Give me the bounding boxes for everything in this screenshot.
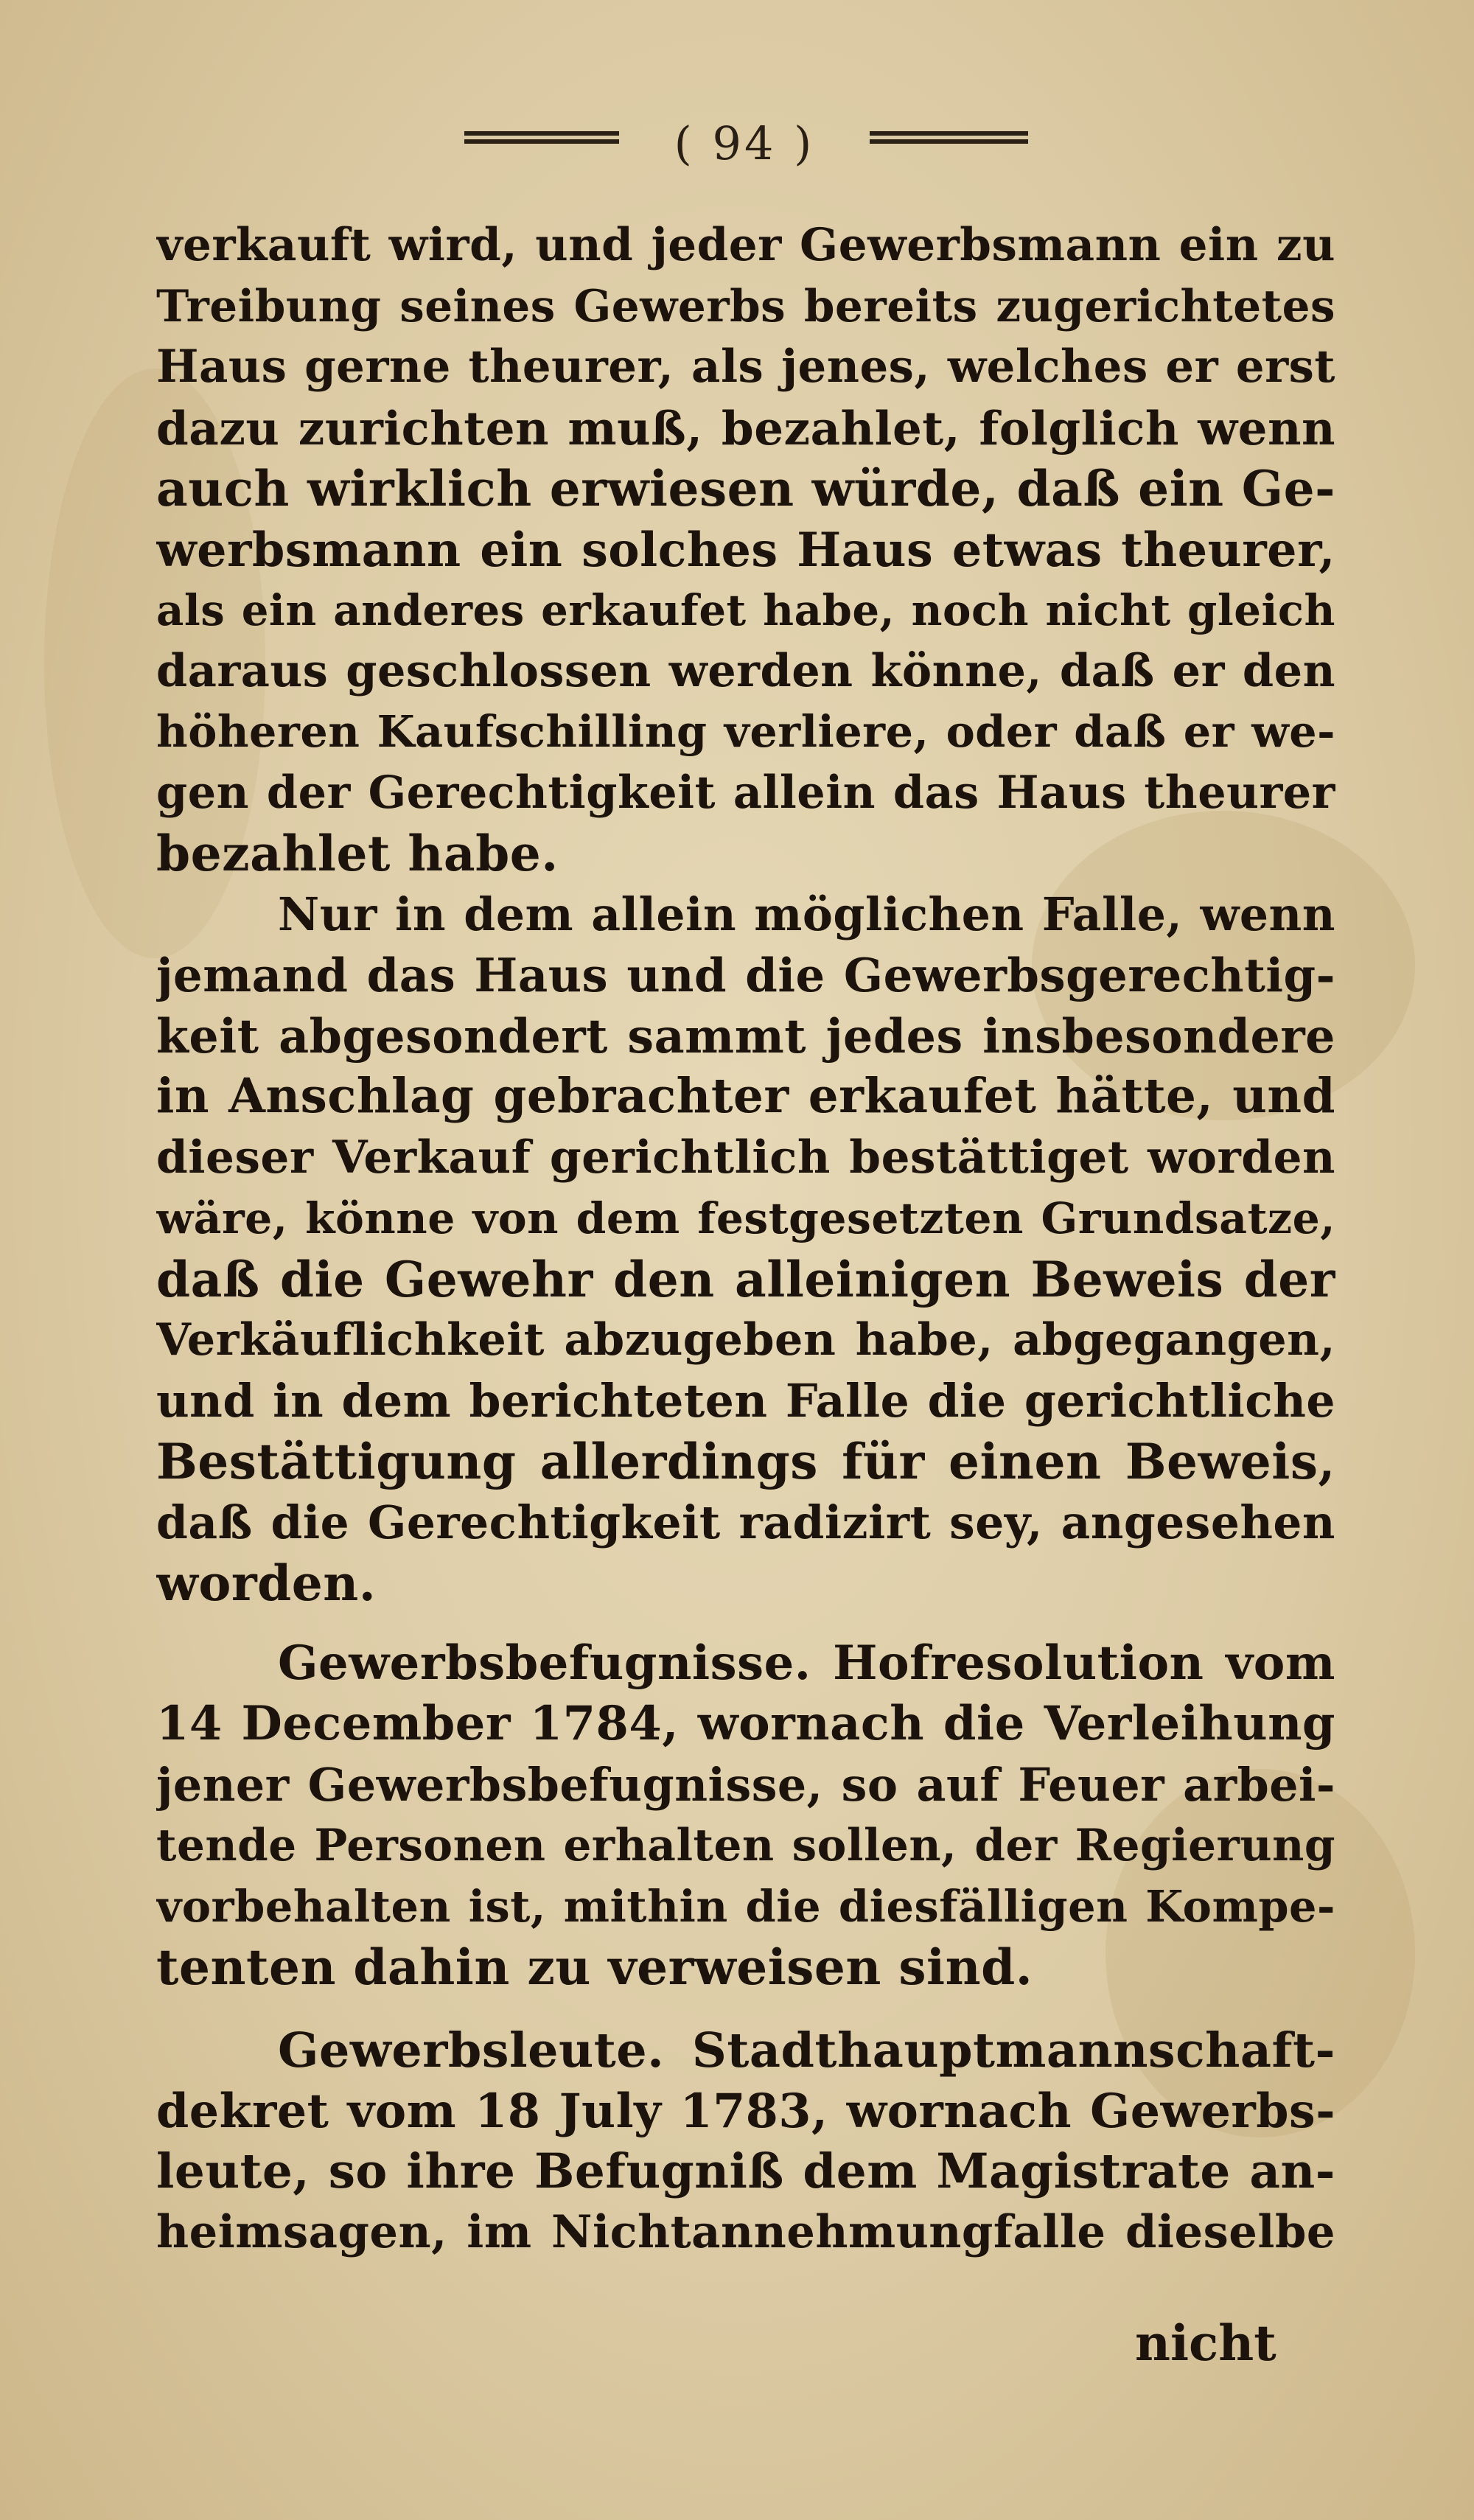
text-line: bezahlet habe. [156,825,559,882]
text-line: keit abgesondert sammt jedes insbesondere [156,1008,1335,1064]
page-number: ( 94 ) [674,116,815,170]
text-line: vorbehalten ist, mithin die diesfälligen Kompe- [156,1880,1335,1932]
text-line: höheren Kaufschilling verliere, oder daß er we- [156,706,1335,757]
header-rule-left [464,131,619,153]
text-line: gen der Gerechtigkeit allein das Haus theurer [156,766,1335,819]
text-line: daß die Gewehr den alleinigen Beweis der [156,1250,1335,1308]
text-line: heimsagen, im Nichtannehmungfalle dieselbe [156,2206,1335,2258]
text-line: dieser Verkauf gerichtlich bestättiget worden [156,1131,1335,1184]
text-line: Bestättigung allerdings für einen Beweis, [156,1433,1335,1490]
header-rule-right [870,131,1028,153]
text-line: als ein anderes erkaufet habe, noch nicht gleich [156,585,1335,635]
text-line: Gewerbsbefugnisse. Hofresolution vom [278,1635,1335,1691]
page-header [0,111,1474,177]
paragraph-2 [156,884,1335,1614]
text-line: in Anschlag gebrachter erkaufet hätte, und [156,1069,1335,1124]
body-text [156,215,1335,2264]
text-line: auch wirklich erwiesen würde, daß ein Ge- [156,460,1335,517]
text-line: Treibung seines Gewerbs bereits zugerichtetes [156,280,1335,332]
text-line: Nur in dem allein möglichen Falle, wenn [278,887,1335,941]
paragraph-1 [156,215,1335,884]
text-line: Verkäuflichkeit abzugeben habe, abgegangen, [156,1313,1335,1366]
text-line: jener Gewerbsbefugnisse, so auf Feuer arbei- [156,1757,1335,1812]
text-line: werbsmann ein solches Haus etwas theurer, [156,521,1335,577]
text-line: daß die Gerechtigkeit radizirt sey, angesehen [156,1495,1335,1549]
text-line: dazu zurichten muß, bezahlet, folglich wenn [156,400,1335,456]
text-line: jemand das Haus und die Gewerbsgerechtig- [156,948,1335,1002]
text-line: leute, so ihre Befugniß dem Magistrate an- [156,2143,1335,2199]
text-line: tende Personen erhalten sollen, der Regierung [156,1820,1335,1871]
text-line: dekret vom 18 July 1783, wornach Gewerbs- [156,2084,1335,2138]
text-line: verkauft wird, und jeder Gewerbsmann ein zu [156,219,1335,271]
text-line: Gewerbsleute. Stadthauptmannschaft- [278,2022,1335,2079]
text-line: 14 December 1784, wornach die Verleihung [156,1696,1335,1751]
text-line: daraus geschlossen werden könne, daß er den [156,644,1335,697]
text-line: und in dem berichteten Falle die gerichtliche [156,1374,1335,1428]
text-line: tenten dahin zu verweisen sind. [156,1938,1033,1996]
catchword: nicht [1135,2314,1276,2372]
text-line: wäre, könne von dem festgesetzten Grundsatze, [156,1193,1335,1243]
paragraph-3 [156,1633,1335,1998]
text-line: worden. [156,1554,377,1612]
text-line: Haus gerne theurer, als jenes, welches er erst [156,341,1335,393]
paragraph-4 [156,2020,1335,2264]
